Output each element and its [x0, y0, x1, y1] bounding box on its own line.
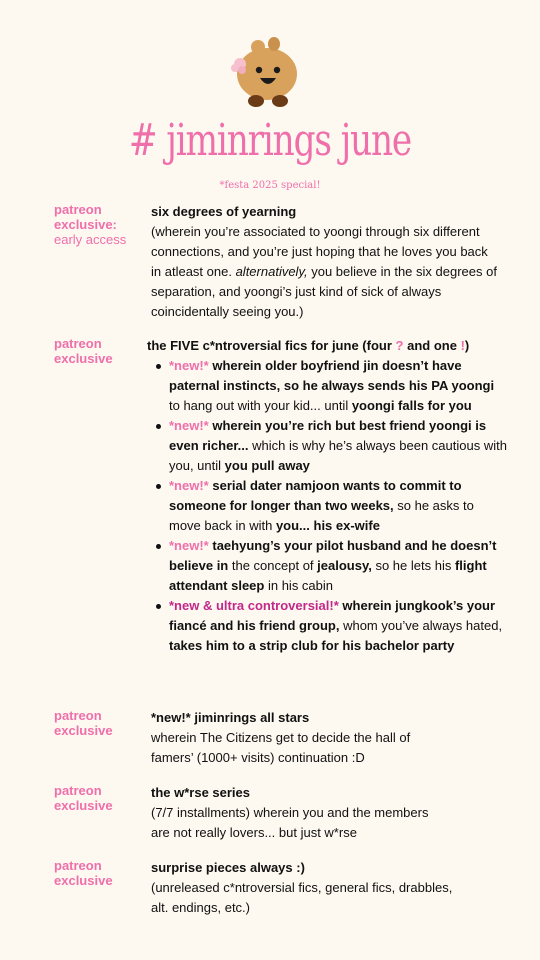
- label-text: patreon exclusive: [54, 858, 113, 888]
- desc-text: (wherein you’re associated to yoongi through six different connections, and you’re just hoping that he loves you back in atleast one.: [151, 224, 488, 279]
- section-label: [54, 336, 144, 366]
- fic-item: [147, 356, 507, 416]
- section-body: [151, 783, 501, 843]
- section-body: [151, 708, 501, 768]
- fic-text: wherein older boyfriend jin doesn’t have paternal instincts, so he always sends his PA yoongi: [169, 358, 495, 393]
- new-tag: *new & ultra controversial!*: [169, 598, 339, 613]
- section-heading: the w*rse series: [151, 785, 251, 800]
- fic-text: so he lets his: [371, 558, 455, 573]
- fic-item: [147, 536, 507, 596]
- new-tag: *new!*: [169, 358, 209, 373]
- fic-text: so he asks to move back in with: [169, 498, 474, 533]
- section-label: [54, 858, 144, 888]
- section-body: [151, 202, 501, 322]
- fic-item: [147, 596, 507, 656]
- section-heading: surprise pieces always :): [151, 860, 305, 875]
- page-title: # jiminrings june: [128, 115, 412, 166]
- fic-text: you pull away: [224, 458, 310, 473]
- section-line: famers’ (1000+ visits) continuation :D: [151, 750, 365, 765]
- section-heading: *new!* jiminrings all stars: [151, 710, 310, 725]
- fic-text: yoongi falls for you: [351, 398, 472, 413]
- fic-item: [147, 416, 507, 476]
- section-label: [54, 202, 144, 247]
- fic-text: to hang out with your kid... until: [169, 398, 352, 413]
- heading-exclamation: !: [460, 338, 465, 353]
- fic-list: [147, 356, 507, 656]
- heading-text: ): [464, 338, 470, 353]
- label-text: patreon exclusive: [54, 783, 113, 813]
- fic-text: taehyung’s your pilot husband and he doesn’t believe in: [169, 538, 497, 573]
- fic-text: the concept of: [228, 558, 318, 573]
- section-line: are not really lovers... but just w*rse: [151, 825, 357, 840]
- section-body: [147, 336, 507, 656]
- label-text: patreon exclusive: [54, 708, 113, 738]
- section-line: (unreleased c*ntroversial fics, general fics, drabbles,: [151, 880, 453, 895]
- plush-toy-icon: [222, 30, 312, 110]
- section-line: wherein The Citizens get to decide the hall of: [151, 730, 411, 745]
- fic-text: wherein jungkook’s your fiancé and his friend group,: [169, 598, 496, 633]
- new-tag: *new!*: [169, 538, 209, 553]
- heading-text: the FIVE c*ntroversial fics for june (four: [147, 338, 392, 353]
- fic-text: takes him to a strip club for his bachelor party: [169, 638, 455, 653]
- fic-item: [147, 476, 507, 536]
- fic-text: in his cabin: [264, 578, 334, 593]
- section-label: [54, 783, 144, 813]
- desc-italic: alternatively,: [235, 264, 308, 279]
- page-subtitle: *festa 2025 special!: [219, 180, 321, 191]
- fic-text: wherein you’re rich but best friend yoongi is even richer...: [169, 418, 487, 453]
- fic-text: jealousy,: [317, 558, 372, 573]
- label-text: patreon exclusive:: [54, 202, 117, 232]
- section-line: (7/7 installments) wherein you and the members: [151, 805, 429, 820]
- heading-question-mark: ?: [395, 338, 404, 353]
- section-heading: six degrees of yearning: [151, 204, 297, 219]
- section-line: alt. endings, etc.): [151, 900, 250, 915]
- new-tag: *new!*: [169, 418, 209, 433]
- fic-text: serial dater namjoon wants to commit to someone for longer than two weeks,: [169, 478, 462, 513]
- section-body: [151, 858, 501, 918]
- section-desc: [151, 222, 501, 322]
- section-label: [54, 708, 144, 738]
- new-tag: *new!*: [169, 478, 209, 493]
- fic-text: flight attendant sleep: [169, 558, 487, 593]
- section-heading: [147, 336, 507, 356]
- heading-text: and one: [407, 338, 457, 353]
- label-sub: early access: [54, 232, 127, 247]
- fic-text: whom you’ve always hated,: [339, 618, 503, 633]
- fic-text: which is why he’s always been cautious with you, until: [169, 438, 507, 473]
- label-text: patreon exclusive: [54, 336, 113, 366]
- fic-text: you... his ex-wife: [275, 518, 380, 533]
- desc-text: you believe in the six degrees of separation, and yoongi’s just kind of sick of always coincidentally seeing you.): [151, 264, 497, 319]
